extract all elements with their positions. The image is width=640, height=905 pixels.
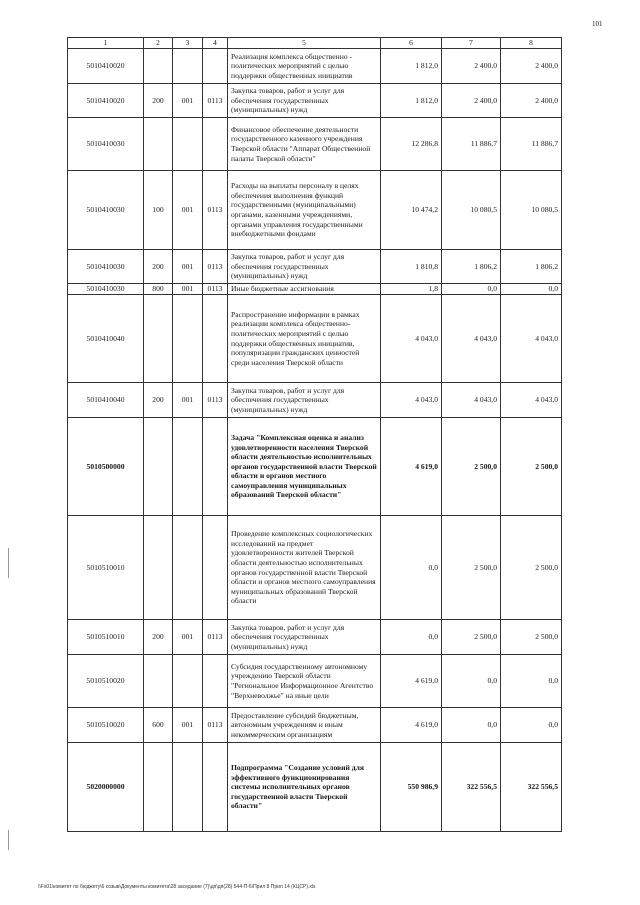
section-code-cell: 0113 [203, 620, 228, 655]
target-code-cell: 5010410030 [68, 118, 144, 171]
expense-type-cell: 200 [144, 250, 173, 284]
budget-table [67, 37, 562, 832]
amount-col8-cell: 0,0 [501, 708, 562, 743]
item-name-cell: Подпрограмма "Создание условий для эффективного функционирования системы исполнительных органов государственной власти Тверской области" [228, 743, 381, 832]
table-body [68, 49, 562, 832]
section-code-cell: 0113 [203, 284, 228, 295]
item-name-cell: Закупка товаров, работ и услуг для обеспечения государственных (муниципальных) нужд [228, 383, 381, 418]
margin-mark [8, 548, 9, 578]
expense-type-cell: 200 [144, 620, 173, 655]
table-row [68, 118, 562, 171]
table-row [68, 284, 562, 295]
amount-col7-cell: 0,0 [442, 655, 501, 708]
amount-col7-cell: 1 806,2 [442, 250, 501, 284]
amount-col7-cell: 2 400,0 [442, 84, 501, 118]
section-code-cell [203, 49, 228, 84]
table-row [68, 171, 562, 250]
column-header: 4 [203, 38, 228, 49]
expense-type-cell: 100 [144, 171, 173, 250]
target-code-cell: 5010410020 [68, 49, 144, 84]
ministry-code-cell: 001 [173, 708, 203, 743]
ministry-code-cell: 001 [173, 620, 203, 655]
expense-type-cell [144, 49, 173, 84]
target-code-cell: 5010500000 [68, 418, 144, 516]
expense-type-cell [144, 118, 173, 171]
amount-col8-cell: 322 556,5 [501, 743, 562, 832]
target-code-cell: 5010410030 [68, 171, 144, 250]
amount-col8-cell: 11 886,7 [501, 118, 562, 171]
section-code-cell [203, 295, 228, 383]
amount-col7-cell: 322 556,5 [442, 743, 501, 832]
amount-col6-cell: 1 812,0 [381, 84, 442, 118]
item-name-cell: Реализация комплекса общественно - политических мероприятий с целью поддержки общественных инициатив [228, 49, 381, 84]
target-code-cell: 5010410020 [68, 84, 144, 118]
target-code-cell: 5010510020 [68, 655, 144, 708]
section-code-cell: 0113 [203, 84, 228, 118]
amount-col6-cell: 4 619,0 [381, 418, 442, 516]
amount-col6-cell: 550 986,9 [381, 743, 442, 832]
ministry-code-cell [173, 418, 203, 516]
section-code-cell: 0113 [203, 708, 228, 743]
column-header: 6 [381, 38, 442, 49]
amount-col6-cell: 0,0 [381, 620, 442, 655]
table-row [68, 708, 562, 743]
amount-col6-cell: 4 619,0 [381, 655, 442, 708]
page-number: 101 [592, 20, 603, 28]
ministry-code-cell [173, 655, 203, 708]
amount-col6-cell: 4 043,0 [381, 295, 442, 383]
amount-col7-cell: 4 043,0 [442, 295, 501, 383]
amount-col8-cell: 0,0 [501, 284, 562, 295]
amount-col7-cell: 4 043,0 [442, 383, 501, 418]
expense-type-cell: 800 [144, 284, 173, 295]
target-code-cell: 5020000000 [68, 743, 144, 832]
section-code-cell [203, 655, 228, 708]
amount-col6-cell: 1 812,0 [381, 49, 442, 84]
amount-col6-cell: 4 043,0 [381, 383, 442, 418]
table-row [68, 295, 562, 383]
amount-col6-cell: 12 286,8 [381, 118, 442, 171]
column-header: 3 [173, 38, 203, 49]
amount-col7-cell: 0,0 [442, 284, 501, 295]
table-row [68, 620, 562, 655]
item-name-cell: Субсидия государственному автономному учреждению Тверской области "Региональное Информационное Агентство "Верхневолжье" на иные цели [228, 655, 381, 708]
column-header: 8 [501, 38, 562, 49]
amount-col8-cell: 2 400,0 [501, 84, 562, 118]
expense-type-cell [144, 655, 173, 708]
amount-col8-cell: 10 080,5 [501, 171, 562, 250]
item-name-cell: Задача "Комплексная оценка и анализ удовлетворенности населения Тверской области деятельностью исполнительных органов государственной власти Тверской области и органов местного самоуправления муниципальных образований Тверской области" [228, 418, 381, 516]
column-header: 5 [228, 38, 381, 49]
column-header: 1 [68, 38, 144, 49]
target-code-cell: 5010410040 [68, 383, 144, 418]
amount-col6-cell: 4 619,0 [381, 708, 442, 743]
section-code-cell: 0113 [203, 171, 228, 250]
section-code-cell [203, 516, 228, 620]
ministry-code-cell [173, 118, 203, 171]
section-code-cell: 0113 [203, 383, 228, 418]
amount-col6-cell: 10 474,2 [381, 171, 442, 250]
table-row [68, 49, 562, 84]
item-name-cell: Распространение информации в рамках реализации комплекса общественно-политических мероприятий с целью поддержки общественных инициатив, популяризации гражданских ценностей среди населения Тверской области [228, 295, 381, 383]
section-code-cell [203, 118, 228, 171]
section-code-cell: 0113 [203, 250, 228, 284]
item-name-cell: Закупка товаров, работ и услуг для обеспечения государственных (муниципальных) нужд [228, 620, 381, 655]
margin-mark [8, 830, 9, 850]
amount-col6-cell: 1 810,8 [381, 250, 442, 284]
expense-type-cell [144, 418, 173, 516]
target-code-cell: 5010510020 [68, 708, 144, 743]
item-name-cell: Иные бюджетные ассигнования [228, 284, 381, 295]
target-code-cell: 5010510010 [68, 620, 144, 655]
ministry-code-cell: 001 [173, 250, 203, 284]
ministry-code-cell [173, 49, 203, 84]
expense-type-cell [144, 516, 173, 620]
item-name-cell: Расходы на выплаты персоналу в целях обеспечения выполнения функций государственными (муниципальными) органами, казенными учреждениями, органами управления государственными внебюджетными фондами [228, 171, 381, 250]
item-name-cell: Закупка товаров, работ и услуг для обеспечения государственных (муниципальных) нужд [228, 84, 381, 118]
header-row [68, 38, 562, 49]
section-code-cell [203, 418, 228, 516]
target-code-cell: 5010410040 [68, 295, 144, 383]
amount-col7-cell: 2 500,0 [442, 418, 501, 516]
ministry-code-cell [173, 743, 203, 832]
column-header: 2 [144, 38, 173, 49]
amount-col6-cell: 1,8 [381, 284, 442, 295]
expense-type-cell: 200 [144, 383, 173, 418]
item-name-cell: Финансовое обеспечение деятельности государственного казенного учреждения Тверской области "Аппарат Общественной палаты Тверской области" [228, 118, 381, 171]
table-row [68, 418, 562, 516]
table-row [68, 516, 562, 620]
amount-col7-cell: 11 886,7 [442, 118, 501, 171]
amount-col7-cell: 10 080,5 [442, 171, 501, 250]
ministry-code-cell: 001 [173, 84, 203, 118]
target-code-cell: 5010410030 [68, 250, 144, 284]
table-row [68, 743, 562, 832]
column-header: 7 [442, 38, 501, 49]
amount-col8-cell: 2 400,0 [501, 49, 562, 84]
item-name-cell: Закупка товаров, работ и услуг для обеспечения государственных (муниципальных) нужд [228, 250, 381, 284]
expense-type-cell: 600 [144, 708, 173, 743]
item-name-cell: Предоставление субсидий бюджетным, автономным учреждениям и иным некоммерческим организациям [228, 708, 381, 743]
ministry-code-cell: 001 [173, 383, 203, 418]
amount-col7-cell: 2 400,0 [442, 49, 501, 84]
table-row [68, 383, 562, 418]
amount-col8-cell: 0,0 [501, 655, 562, 708]
amount-col8-cell: 1 806,2 [501, 250, 562, 284]
amount-col7-cell: 2 500,0 [442, 516, 501, 620]
target-code-cell: 5010410030 [68, 284, 144, 295]
ministry-code-cell: 001 [173, 171, 203, 250]
target-code-cell: 5010510010 [68, 516, 144, 620]
amount-col7-cell: 0,0 [442, 708, 501, 743]
table-row [68, 250, 562, 284]
amount-col8-cell: 4 043,0 [501, 295, 562, 383]
item-name-cell: Проведение комплексных социологических исследований на предмет удовлетворенности жителей Тверской области деятельностью исполнительных органов государственной власти Тверской области и органов местного самоуправления муниципальных образований Тверской области [228, 516, 381, 620]
amount-col8-cell: 2 500,0 [501, 516, 562, 620]
ministry-code-cell [173, 295, 203, 383]
amount-col8-cell: 2 500,0 [501, 620, 562, 655]
amount-col7-cell: 2 500,0 [442, 620, 501, 655]
ministry-code-cell: 001 [173, 284, 203, 295]
amount-col8-cell: 4 043,0 [501, 383, 562, 418]
file-path-footer: \\Fs01\комитет по бюджету\6 созыв\Документы комитета\28 заседание (7)\дп\дп(28) 544-П-6\Прил 8 Прил 14 (КЦСР).xls [38, 884, 316, 890]
expense-type-cell: 200 [144, 84, 173, 118]
section-code-cell [203, 743, 228, 832]
expense-type-cell [144, 295, 173, 383]
ministry-code-cell [173, 516, 203, 620]
amount-col8-cell: 2 500,0 [501, 418, 562, 516]
amount-col6-cell: 0,0 [381, 516, 442, 620]
table-row [68, 655, 562, 708]
expense-type-cell [144, 743, 173, 832]
table-row [68, 84, 562, 118]
